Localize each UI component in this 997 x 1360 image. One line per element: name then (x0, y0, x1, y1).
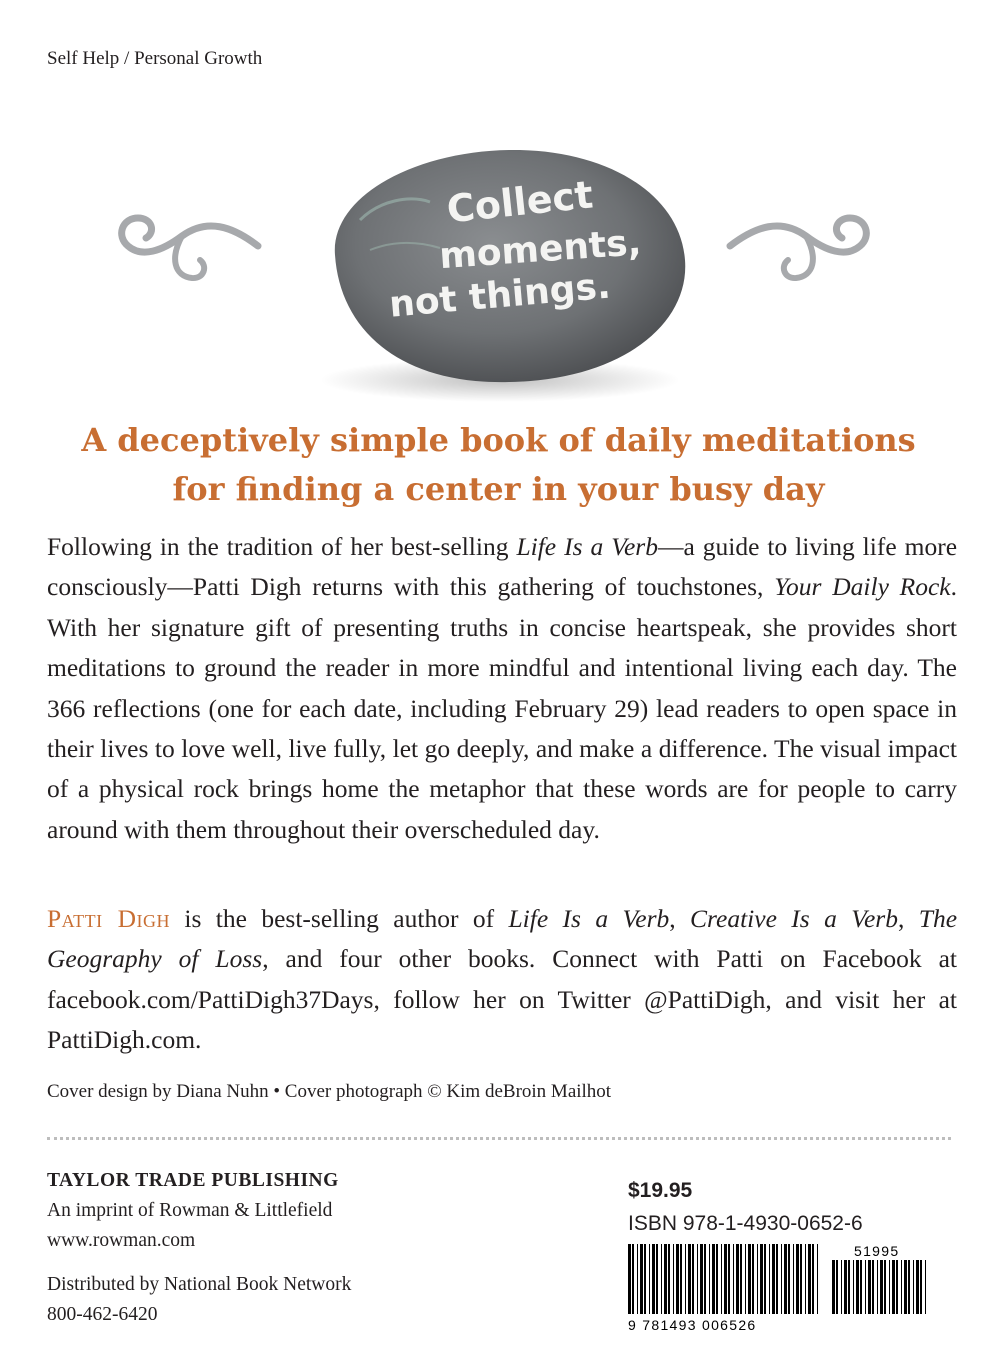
barcode-bar (692, 1244, 694, 1314)
barcode-bar (676, 1244, 679, 1314)
rock-photo (0, 140, 997, 410)
barcode-bar (884, 1260, 886, 1314)
barcode-bar (913, 1260, 914, 1314)
barcode-bar (769, 1244, 770, 1314)
barcode-bar (685, 1244, 686, 1314)
author-text-2: , and four other books. Connect with Patti on Facebook at facebook.com/PattiDigh37Days, follow her on Twitter @PattiDigh, and visit her at PattiDigh.com. (47, 944, 957, 1055)
barcode-bar (896, 1260, 898, 1314)
barcode-bar (760, 1244, 763, 1314)
barcode-bar (844, 1260, 847, 1314)
barcode-bar (776, 1244, 778, 1314)
publisher-url: www.rowman.com (47, 1230, 196, 1251)
rock-text-line-2: moments, (437, 222, 643, 278)
barcode-bar (628, 1244, 631, 1314)
tagline (0, 416, 997, 514)
barcode-addon-digits: 51995 (854, 1244, 900, 1259)
barcode-bar (916, 1260, 919, 1314)
description-text-3: . With her signature gift of presenting truths in concise heartspeak, she provides short meditations to ground the reader in more mindful and intentional living each day. The 366 reflections (one for each date, including February 29) lead readers to open space in their lives to love well, live fully, let go deeply, and make a difference. The visual impact of a physical rock brings home the metaphor that these words are for people to carry around with them throughout their overscheduled day. (47, 572, 957, 844)
author-bio (47, 899, 957, 1061)
barcode-bar (856, 1260, 859, 1314)
barcode-bar (709, 1244, 710, 1314)
barcode-bar (748, 1244, 751, 1314)
author-text-1: is the best-selling author of (169, 904, 509, 933)
barcode-bar (808, 1244, 811, 1314)
barcode-bar (649, 1244, 650, 1314)
barcode-bar (712, 1244, 715, 1314)
barcode-bar (925, 1260, 926, 1314)
barcode-bar (841, 1260, 842, 1314)
barcode-addon-bars (832, 1260, 926, 1314)
author-book-1: Life Is a Verb (508, 904, 670, 933)
barcode-bar (728, 1244, 730, 1314)
barcode-bar (781, 1244, 782, 1314)
barcode-bar (877, 1260, 878, 1314)
barcode-bar (872, 1260, 874, 1314)
barcode-bar (793, 1244, 794, 1314)
barcode-bar (904, 1260, 907, 1314)
distributor-line: Distributed by National Book Network (47, 1274, 352, 1295)
barcode-bar (772, 1244, 775, 1314)
barcode-bar (752, 1244, 754, 1314)
category-label: Self Help / Personal Growth (47, 48, 263, 69)
barcode-bar (805, 1244, 806, 1314)
barcode-bar (764, 1244, 766, 1314)
rock-text-line-3: not things. (387, 265, 613, 326)
book-description (47, 527, 957, 850)
barcode-bar (880, 1260, 883, 1314)
cover-credits: Cover design by Diana Nuhn • Cover photograph © Kim deBroin Mailhot (47, 1081, 612, 1102)
author-book-2: Creative Is a Verb (690, 904, 898, 933)
author-book-3: The Geography of Loss (47, 904, 958, 974)
barcode-bar (757, 1244, 758, 1314)
distributor-block (47, 1270, 351, 1330)
barcode-bar (656, 1244, 658, 1314)
barcode-bar (865, 1260, 866, 1314)
barcode-bar (889, 1260, 890, 1314)
isbn: ISBN 978-1-4930-0652-6 (628, 1212, 863, 1235)
barcode-bar (664, 1244, 667, 1314)
barcode-bar (836, 1260, 838, 1314)
barcode-bar (788, 1244, 790, 1314)
barcode-bar (668, 1244, 670, 1314)
description-title-1: Life Is a Verb (516, 532, 658, 561)
barcode (626, 1244, 942, 1334)
barcode-bar (901, 1260, 902, 1314)
price: $19.95 (628, 1179, 693, 1202)
barcode-bar (733, 1244, 734, 1314)
barcode-bar (652, 1244, 655, 1314)
barcode-bar (724, 1244, 727, 1314)
author-sep-1: , (669, 904, 691, 933)
tagline-line-2: for finding a center in your busy day (172, 470, 825, 508)
barcode-bar (640, 1244, 643, 1314)
barcode-bar (673, 1244, 674, 1314)
barcode-bar (817, 1244, 818, 1314)
barcode-bar (697, 1244, 698, 1314)
barcode-bar (716, 1244, 718, 1314)
description-text-1: Following in the tradition of her best-selling (47, 532, 517, 561)
barcode-bar (680, 1244, 682, 1314)
publisher-name: TAYLOR TRADE PUBLISHING (47, 1170, 339, 1191)
barcode-bar (632, 1244, 634, 1314)
barcode-bar (848, 1260, 850, 1314)
barcode-bar (745, 1244, 746, 1314)
publisher-imprint: An imprint of Rowman & Littlefield (47, 1200, 333, 1221)
barcode-bar (721, 1244, 722, 1314)
author-sep-2: , (898, 904, 919, 933)
barcode-main-digits: 9 781493 006526 (628, 1317, 757, 1333)
barcode-bar (688, 1244, 691, 1314)
barcode-bar (700, 1244, 703, 1314)
barcode-bar (860, 1260, 862, 1314)
barcode-bar (784, 1244, 787, 1314)
barcode-bar (736, 1244, 739, 1314)
description-title-2: Your Daily Rock (774, 572, 951, 602)
barcode-bar (637, 1244, 638, 1314)
barcode-bar (644, 1244, 646, 1314)
distributor-phone: 800-462-6420 (47, 1304, 158, 1325)
barcode-bar (740, 1244, 742, 1314)
barcode-bar (920, 1260, 922, 1314)
barcode-bar (832, 1260, 835, 1314)
barcode-bar (853, 1260, 854, 1314)
description-text-2: —a guide to living life more consciously—Patti Digh returns with this gathering of touchstones, (47, 532, 958, 602)
barcode-bar (661, 1244, 662, 1314)
barcode-bar (908, 1260, 910, 1314)
barcode-bar (704, 1244, 706, 1314)
barcode-bar (892, 1260, 895, 1314)
barcode-main-bars (628, 1244, 818, 1314)
rock-text-line-1: Collect (444, 172, 596, 232)
barcode-bar (800, 1244, 802, 1314)
barcode-bar (796, 1244, 799, 1314)
barcode-bar (812, 1244, 814, 1314)
publisher-block (47, 1166, 339, 1256)
dotted-divider (47, 1137, 951, 1140)
tagline-line-1: A deceptively simple book of daily meditations (81, 421, 916, 459)
author-name: Patti Digh (47, 904, 170, 933)
barcode-bar (868, 1260, 871, 1314)
